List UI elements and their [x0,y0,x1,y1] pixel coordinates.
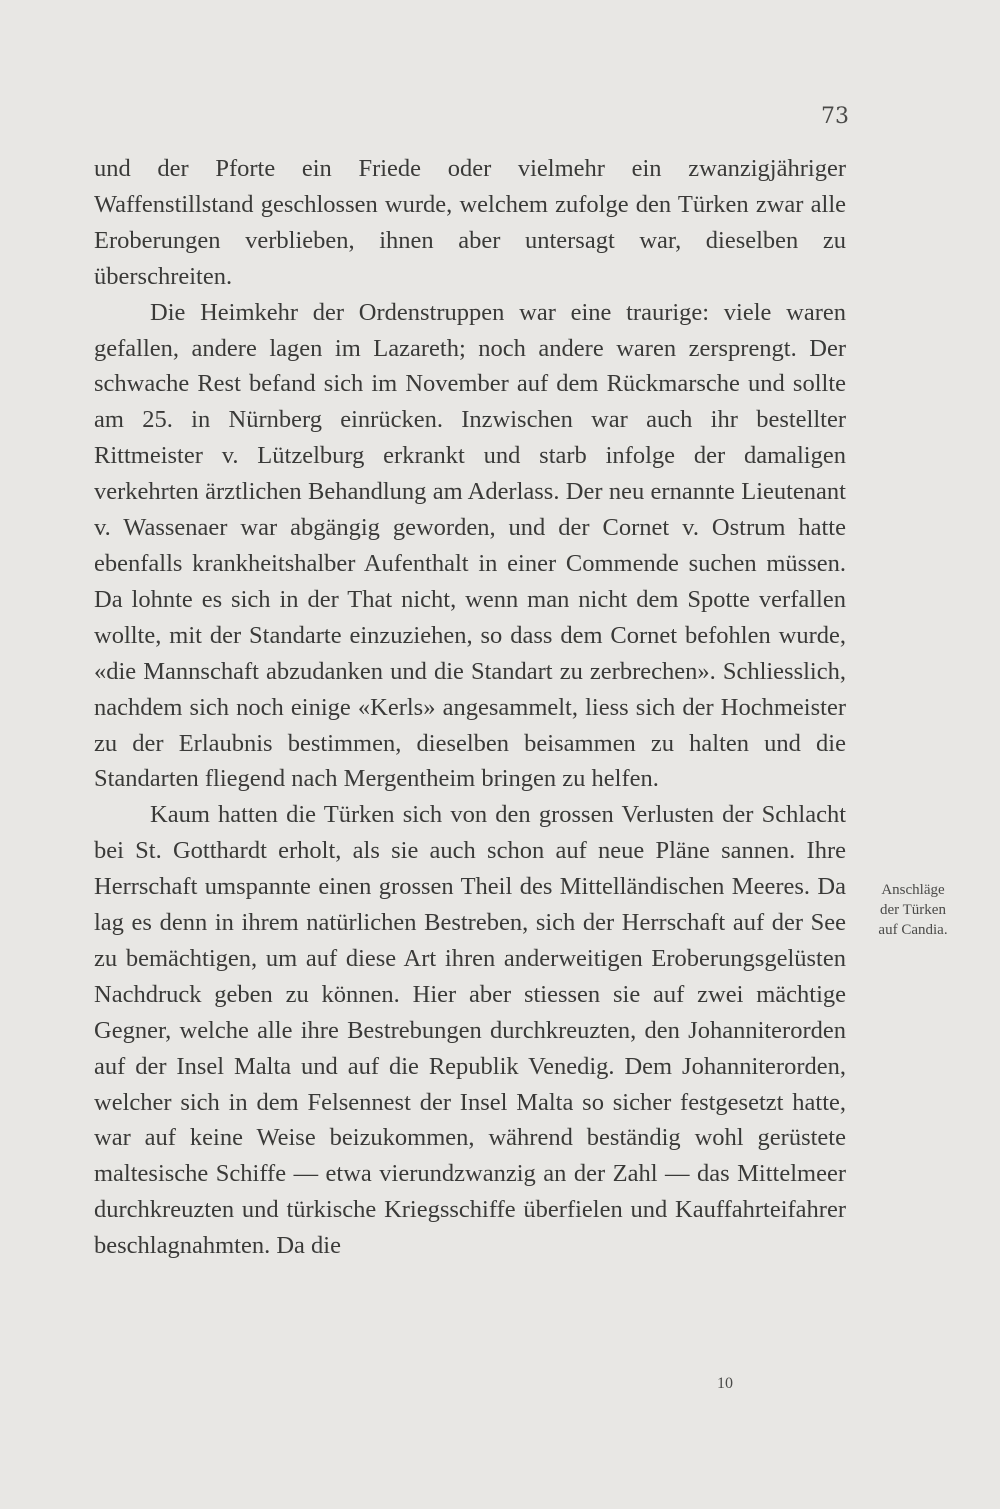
marginal-note-line-1: Anschläge [881,882,945,898]
marginal-note-line-2: der Türken [880,902,946,918]
body-text [94,151,846,1264]
paragraph-3: Kaum hatten die Türken sich von den grossen Verlusten der Schlacht bei St. Gotthardt erholt, als sie auch schon auf neue Pläne sannen. Ihre Herrschaft umspannte einen grossen Theil des Mittelländischen Meeres. Da lag es denn in ihrem natürlichen Bestreben, sich der Herrschaft auf der See zu bemächtigen, um auf diese Art ihren anderweitigen Eroberungsgelüsten Nachdruck geben zu können. Hier aber stiessen sie auf zwei mächtige Gegner, welche alle ihre Bestrebungen durchkreuzten, den Johanniterorden auf der Insel Malta und auf die Republik Venedig. Dem Johanniterorden, welcher sich in dem Felsennest der Insel Malta so sicher festgesetzt hatte, war auf keine Weise beizukommen, während beständig wohl gerüstete maltesische Schiffe — etwa vierundzwanzig an der Zahl — das Mittelmeer durchkreuzten und türkische Kriegsschiffe überfielen und Kauffahrteifahrer beschlagnahmten. Da die [94,801,846,1260]
paragraph-1: und der Pforte ein Friede oder vielmehr ein zwanzigjähriger Waffenstillstand geschlossen wurde, welchem zufolge den Türken zwar alle Eroberungen verblieben, ihnen aber untersagt war, dieselben zu überschreiten. [94,155,846,290]
marginal-note-line-3: auf Candia. [878,922,948,938]
page-number: 73 [821,104,849,129]
marginal-note [862,880,964,940]
signature-mark: 10 [717,1375,733,1392]
paragraph-2: Die Heimkehr der Ordenstruppen war eine traurige: viele waren gefallen, andere lagen im Lazareth; noch andere waren zersprengt. Der schwache Rest befand sich im November auf dem Rückmarsche und sollte am 25. in Nürnberg einrücken. Inzwischen war auch ihr bestellter Rittmeister v. Lützelburg erkrankt und starb infolge der damaligen verkehrten ärztlichen Behandlung am Aderlass. Der neu ernannte Lieutenant v. Wassenaer war abgängig geworden, und der Cornet v. Ostrum hatte ebenfalls krankheitshalber Aufenthalt in einer Commende suchen müssen. Da lohnte es sich in der That nicht, wenn man nicht dem Spotte verfallen wollte, mit der Standarte einzuziehen, so dass dem Cornet befohlen wurde, «die Mannschaft abzudanken und die Standart zu zerbrechen». Schliesslich, nachdem sich noch einige «Kerls» angesammelt, liess sich der Hochmeister zu der Erlaubnis bestimmen, dieselben beisammen zu halten und die Standarten fliegend nach Mergentheim bringen zu helfen. [94,298,846,793]
